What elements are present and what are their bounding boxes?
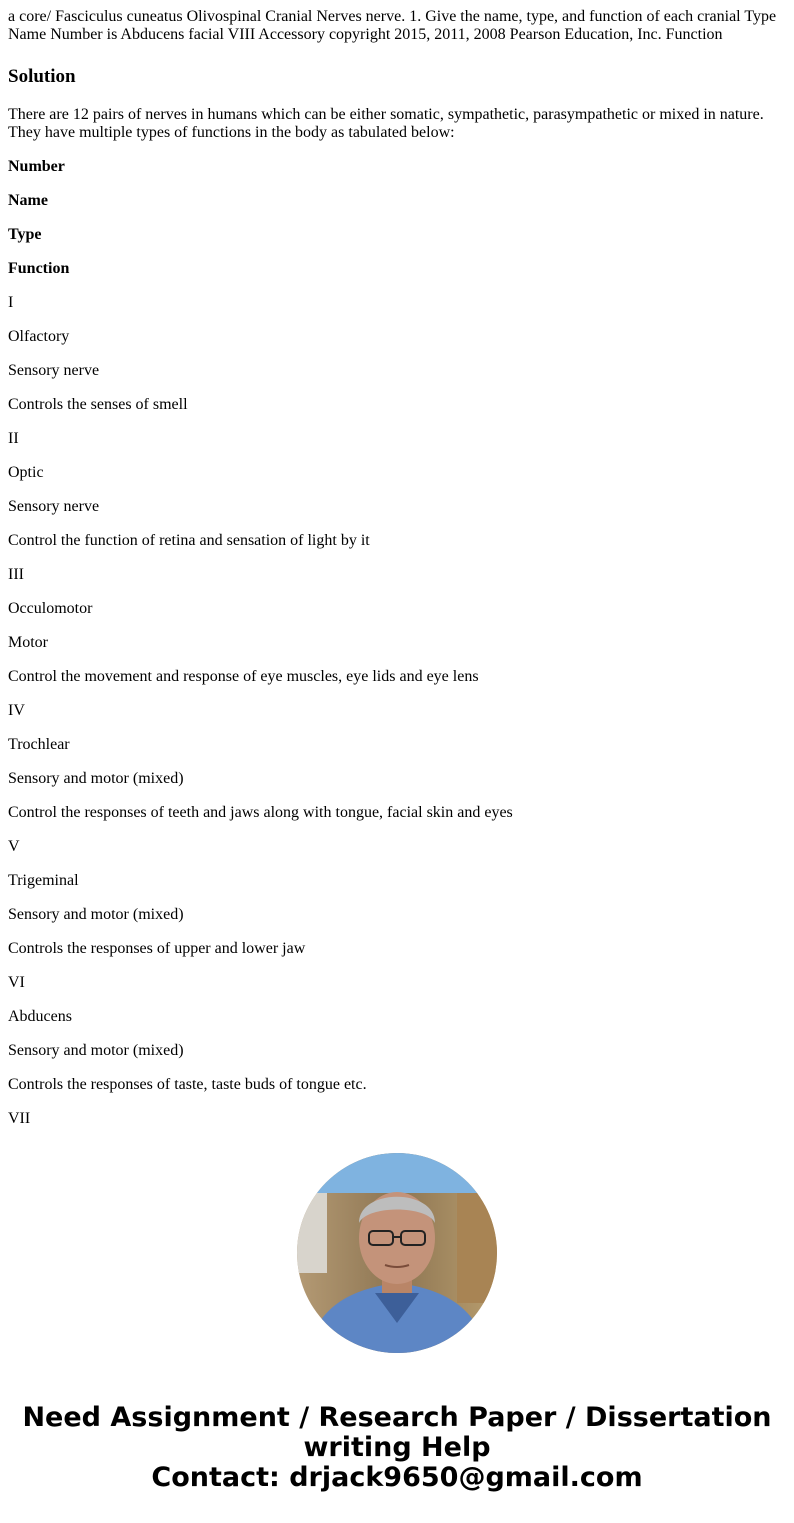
- document-body: [8, 8, 786, 1128]
- table-cell: Control the responses of teeth and jaws along with tongue, facial skin and eyes: [8, 804, 513, 821]
- solution-intro: There are 12 pairs of nerves in humans which can be either somatic, sympathetic, parasympathetic or mixed in nature. They have multiple types of functions in the body as tabulated below:: [8, 106, 764, 141]
- table-header-cell: Type: [8, 226, 42, 243]
- table-cell: VI: [8, 974, 25, 991]
- table-header-cell: Name: [8, 192, 48, 209]
- table-cell: V: [8, 838, 20, 855]
- promo-line-1: Need Assignment / Research Paper / Dissertation: [22, 1402, 772, 1433]
- table-cell: VII: [8, 1110, 31, 1127]
- table-cell: Sensory nerve: [8, 498, 100, 515]
- table-cell: Motor: [8, 634, 48, 651]
- table-cell: II: [8, 430, 19, 447]
- table-cell: Controls the responses of taste, taste buds of tongue etc.: [8, 1076, 367, 1093]
- table-cell: Control the function of retina and sensation of light by it: [8, 532, 370, 549]
- table-cell: Abducens: [8, 1008, 72, 1025]
- table-cell: Sensory and motor (mixed): [8, 1042, 184, 1059]
- author-photo: [297, 1153, 497, 1353]
- table-cell: Sensory and motor (mixed): [8, 770, 184, 787]
- promo-footer: [0, 1403, 794, 1493]
- table-cell: Controls the responses of upper and lower jaw: [8, 940, 306, 957]
- solution-heading: Solution: [8, 66, 76, 87]
- promo-contact: Contact: drjack9650@gmail.com: [151, 1462, 643, 1493]
- table-cell: IV: [8, 702, 25, 719]
- table-header-cell: Function: [8, 260, 70, 277]
- question-text: a core/ Fasciculus cuneatus Olivospinal Cranial Nerves nerve. 1. Give the name, type, and function of each cranial Type Name Number is Abducens facial VIII Accessory copyright 2015, 2011, 2008 Pearson Education, Inc. Function: [8, 8, 777, 43]
- table-cell: Control the movement and response of eye muscles, eye lids and eye lens: [8, 668, 479, 685]
- table-cell: I: [8, 294, 14, 311]
- nerve-table: [8, 158, 786, 1128]
- table-cell: III: [8, 566, 24, 583]
- table-cell: Trochlear: [8, 736, 70, 753]
- author-avatar: [297, 1153, 497, 1353]
- table-cell: Controls the senses of smell: [8, 396, 188, 413]
- promo-line-2: writing Help: [303, 1432, 491, 1463]
- table-cell: Optic: [8, 464, 44, 481]
- table-header-cell: Number: [8, 158, 65, 175]
- table-cell: Trigeminal: [8, 872, 79, 889]
- table-cell: Occulomotor: [8, 600, 93, 617]
- table-cell: Sensory and motor (mixed): [8, 906, 184, 923]
- table-cell: Olfactory: [8, 328, 70, 345]
- table-cell: Sensory nerve: [8, 362, 100, 379]
